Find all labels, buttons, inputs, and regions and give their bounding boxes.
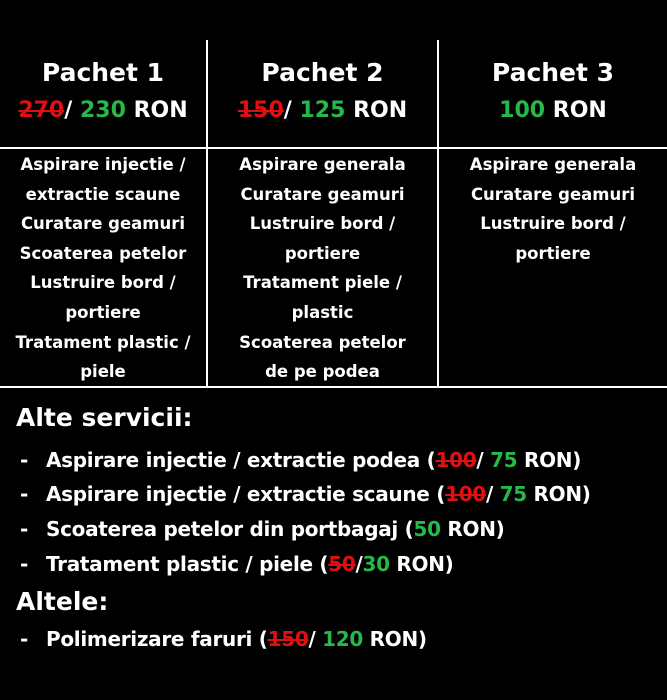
package-1-old-price: 270: [18, 98, 65, 123]
service-price-separator: /: [476, 448, 484, 472]
service-new-price: 120: [322, 627, 363, 651]
service-suffix: RON): [396, 552, 454, 576]
service-new-price: 75: [490, 448, 518, 472]
package-1-service: portiere: [65, 302, 141, 322]
package-2-header: [208, 56, 437, 128]
package-1-service: Lustruire bord /: [30, 273, 176, 293]
package-2-service: portiere: [284, 243, 361, 263]
service-label: Tratament plastic / piele (: [46, 552, 329, 576]
other-service-item: [20, 514, 504, 544]
package-2-price: [208, 94, 437, 128]
service-old-price: 50: [328, 552, 356, 576]
service-suffix: RON): [533, 482, 591, 506]
service-suffix: RON): [447, 517, 505, 541]
package-1-header: [0, 56, 206, 128]
service-old-price: 100: [445, 482, 486, 506]
list-dash: -: [20, 482, 29, 506]
other-service-item: [20, 549, 454, 579]
list-dash: -: [20, 627, 29, 651]
header-divider: [0, 147, 667, 149]
service-price-separator: /: [308, 627, 316, 651]
package-3-service: Lustruire bord /: [480, 214, 626, 234]
package-2-service: de pe podea: [265, 362, 380, 382]
package-1-service: piele: [80, 362, 126, 382]
package-1-currency: RON: [133, 98, 188, 123]
package-2-service: Scoaterea petelor: [239, 332, 406, 352]
service-old-price: 100: [435, 448, 477, 472]
package-1-service: extractie scaune: [25, 184, 181, 204]
others-title: Altele:: [16, 587, 109, 616]
package-2-price-separator: /: [283, 98, 292, 123]
package-3-price: [439, 94, 667, 128]
other-service-item: [20, 479, 591, 509]
package-1-service: Tratament plastic /: [15, 332, 191, 352]
package-3-currency: RON: [552, 98, 607, 123]
package-3-title: Pachet 3: [491, 58, 615, 87]
service-price-separator: /: [355, 552, 363, 576]
package-1-services: [0, 150, 206, 387]
list-dash: -: [20, 517, 29, 541]
service-new-price: 50: [413, 517, 441, 541]
package-3-new-price: 100: [499, 98, 546, 123]
package-2-title: Pachet 2: [261, 58, 384, 87]
package-1-service: Aspirare injectie /: [20, 155, 186, 174]
package-1-service: Curatare geamuri: [20, 214, 186, 234]
service-label: Aspirare injectie / extractie scaune (: [46, 482, 446, 506]
other-services-title: Alte servicii:: [16, 403, 193, 432]
package-1-price-separator: /: [64, 98, 73, 123]
package-3-service: portiere: [515, 243, 591, 263]
package-1-price: [0, 94, 206, 128]
package-2-service: Lustruire bord /: [249, 214, 396, 234]
package-2-new-price: 125: [299, 98, 346, 123]
package-3-services: [439, 150, 667, 268]
other-service-item: [20, 445, 581, 475]
package-2-currency: RON: [353, 98, 408, 123]
package-2-services: [208, 150, 437, 387]
service-suffix: RON): [369, 627, 427, 651]
list-dash: -: [20, 448, 29, 472]
package-3-service: Aspirare generala: [469, 155, 637, 174]
service-price-separator: /: [485, 482, 493, 506]
package-1-service: Scoaterea petelor: [19, 243, 187, 263]
list-dash: -: [20, 552, 29, 576]
service-new-price: 75: [499, 482, 527, 506]
others-item: [20, 624, 427, 654]
package-1-new-price: 230: [79, 98, 126, 123]
package-2-old-price: 150: [237, 98, 284, 123]
package-3-service: Curatare geamuri: [470, 184, 636, 204]
service-label: Aspirare injectie / extractie podea (: [46, 448, 436, 472]
service-old-price: 150: [267, 627, 309, 651]
package-2-service: Curatare geamuri: [240, 184, 405, 204]
package-2-service: Aspirare generala: [239, 155, 406, 174]
service-new-price: 30: [362, 552, 390, 576]
package-3-header: [439, 56, 667, 128]
package-2-service: plastic: [291, 302, 354, 322]
service-suffix: RON): [523, 448, 582, 472]
package-2-service: Tratament piele /: [243, 273, 402, 293]
service-label: Scoaterea petelor din portbagaj (: [46, 517, 414, 541]
service-label: Polimerizare faruri (: [46, 627, 268, 651]
package-1-title: Pachet 1: [41, 58, 165, 87]
